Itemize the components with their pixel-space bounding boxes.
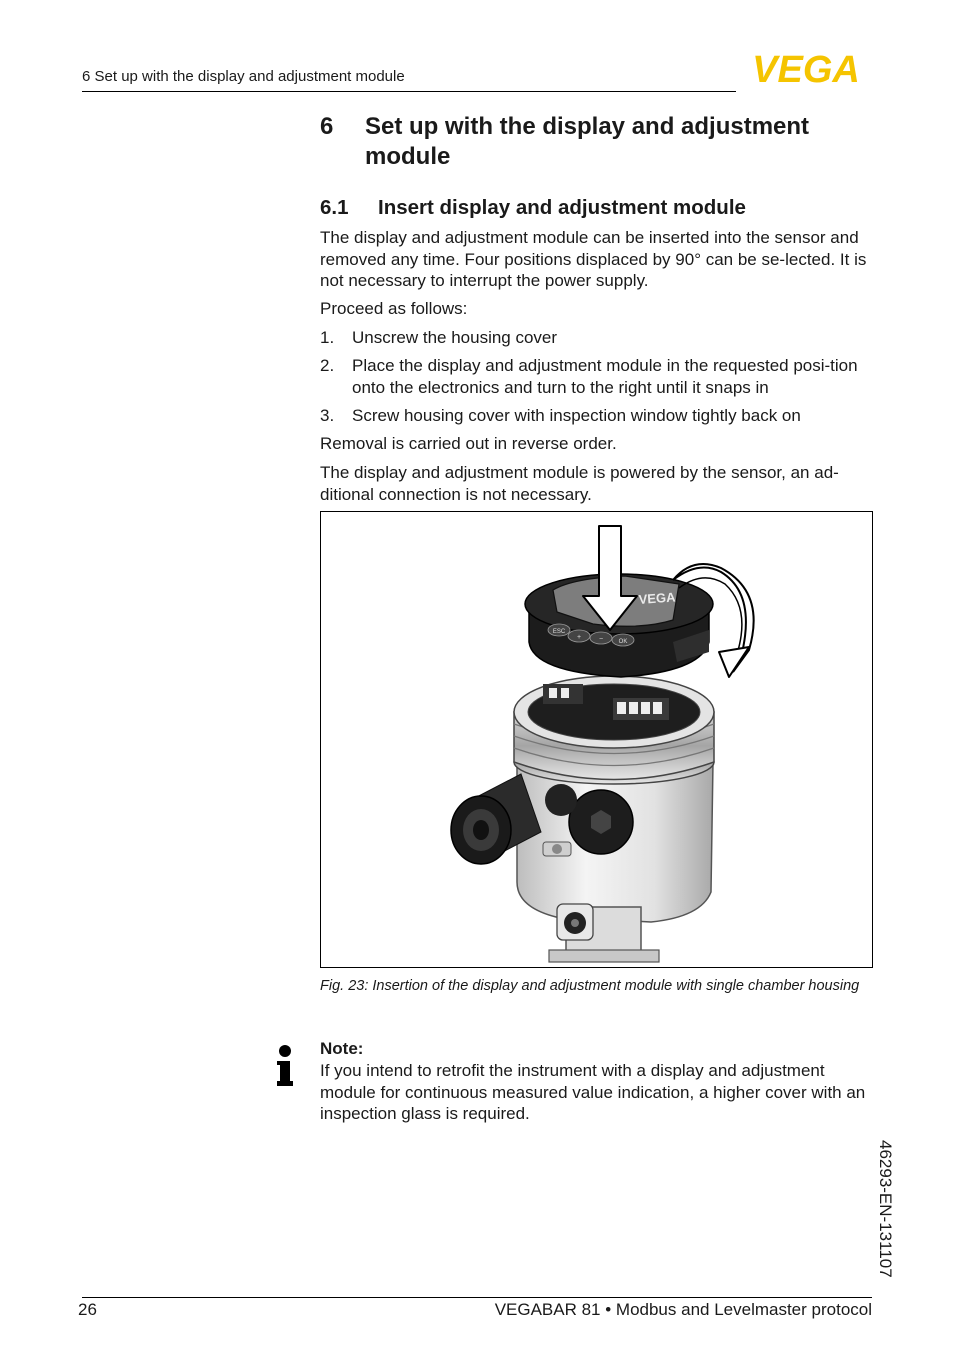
proceed-paragraph: Proceed as follows: (320, 299, 468, 318)
svg-text:−: − (598, 636, 604, 643)
sensor-illustration (321, 512, 872, 967)
vent-screw (557, 904, 593, 940)
info-icon (275, 1045, 295, 1087)
list-item: 2. Place the display and adjustment module in the requested posi-tion onto the electronics and turn to the right until it snaps in (320, 356, 858, 397)
vega-logo-text: VEGA (752, 50, 860, 86)
ground-terminal (543, 842, 571, 856)
document-code (866, 1140, 906, 1290)
vega-logo (740, 50, 872, 86)
section-number: 6.1 (320, 196, 349, 219)
figure-caption: Fig. 23: Insertion of the display and adjustment module with single chamber housing (320, 978, 860, 994)
svg-text:46293-EN-131107: 46293-EN-131107 (876, 1140, 895, 1278)
figure-frame (320, 511, 873, 968)
note-text: If you intend to retrofit the instrument with a display and adjustment module for continuous measured value indication, a higher cover with an inspection glass is required. (320, 1061, 866, 1123)
page-number: 26 (78, 1300, 97, 1319)
removal-paragraph: Removal is carried out in reverse order. (320, 434, 617, 453)
header-rule (82, 91, 736, 92)
note-title: Note: (320, 1039, 364, 1058)
footer-doc-title: VEGABAR 81 • Modbus and Levelmaster protocol (494, 1300, 872, 1319)
intro-paragraph: The display and adjustment module can be inserted into the sensor and removed any time. Four positions displaced by 90° can be se-lected. It is not necessary to interrupt the power supply. (320, 228, 867, 290)
power-paragraph: The display and adjustment module is powered by the sensor, an ad-ditional connection is not necessary. (320, 463, 839, 504)
list-item: 1. Unscrew the housing cover (320, 328, 558, 347)
chapter-number: 6 (320, 113, 334, 140)
module-logo-text: VEGA (638, 589, 676, 607)
svg-text:+: + (576, 634, 582, 641)
running-header: 6 Set up with the display and adjustment module (82, 68, 405, 85)
chapter-heading (320, 112, 880, 172)
section-title: Insert display and adjustment module (378, 196, 746, 219)
svg-text:ESC: ESC (552, 629, 566, 635)
section-heading (320, 195, 746, 221)
list-item: 3. Screw housing cover with inspection window tightly back on (320, 406, 801, 425)
chapter-title: Set up with the display and adjustment module (365, 113, 810, 170)
svg-text:OK: OK (618, 639, 628, 645)
footer-rule (82, 1297, 872, 1298)
